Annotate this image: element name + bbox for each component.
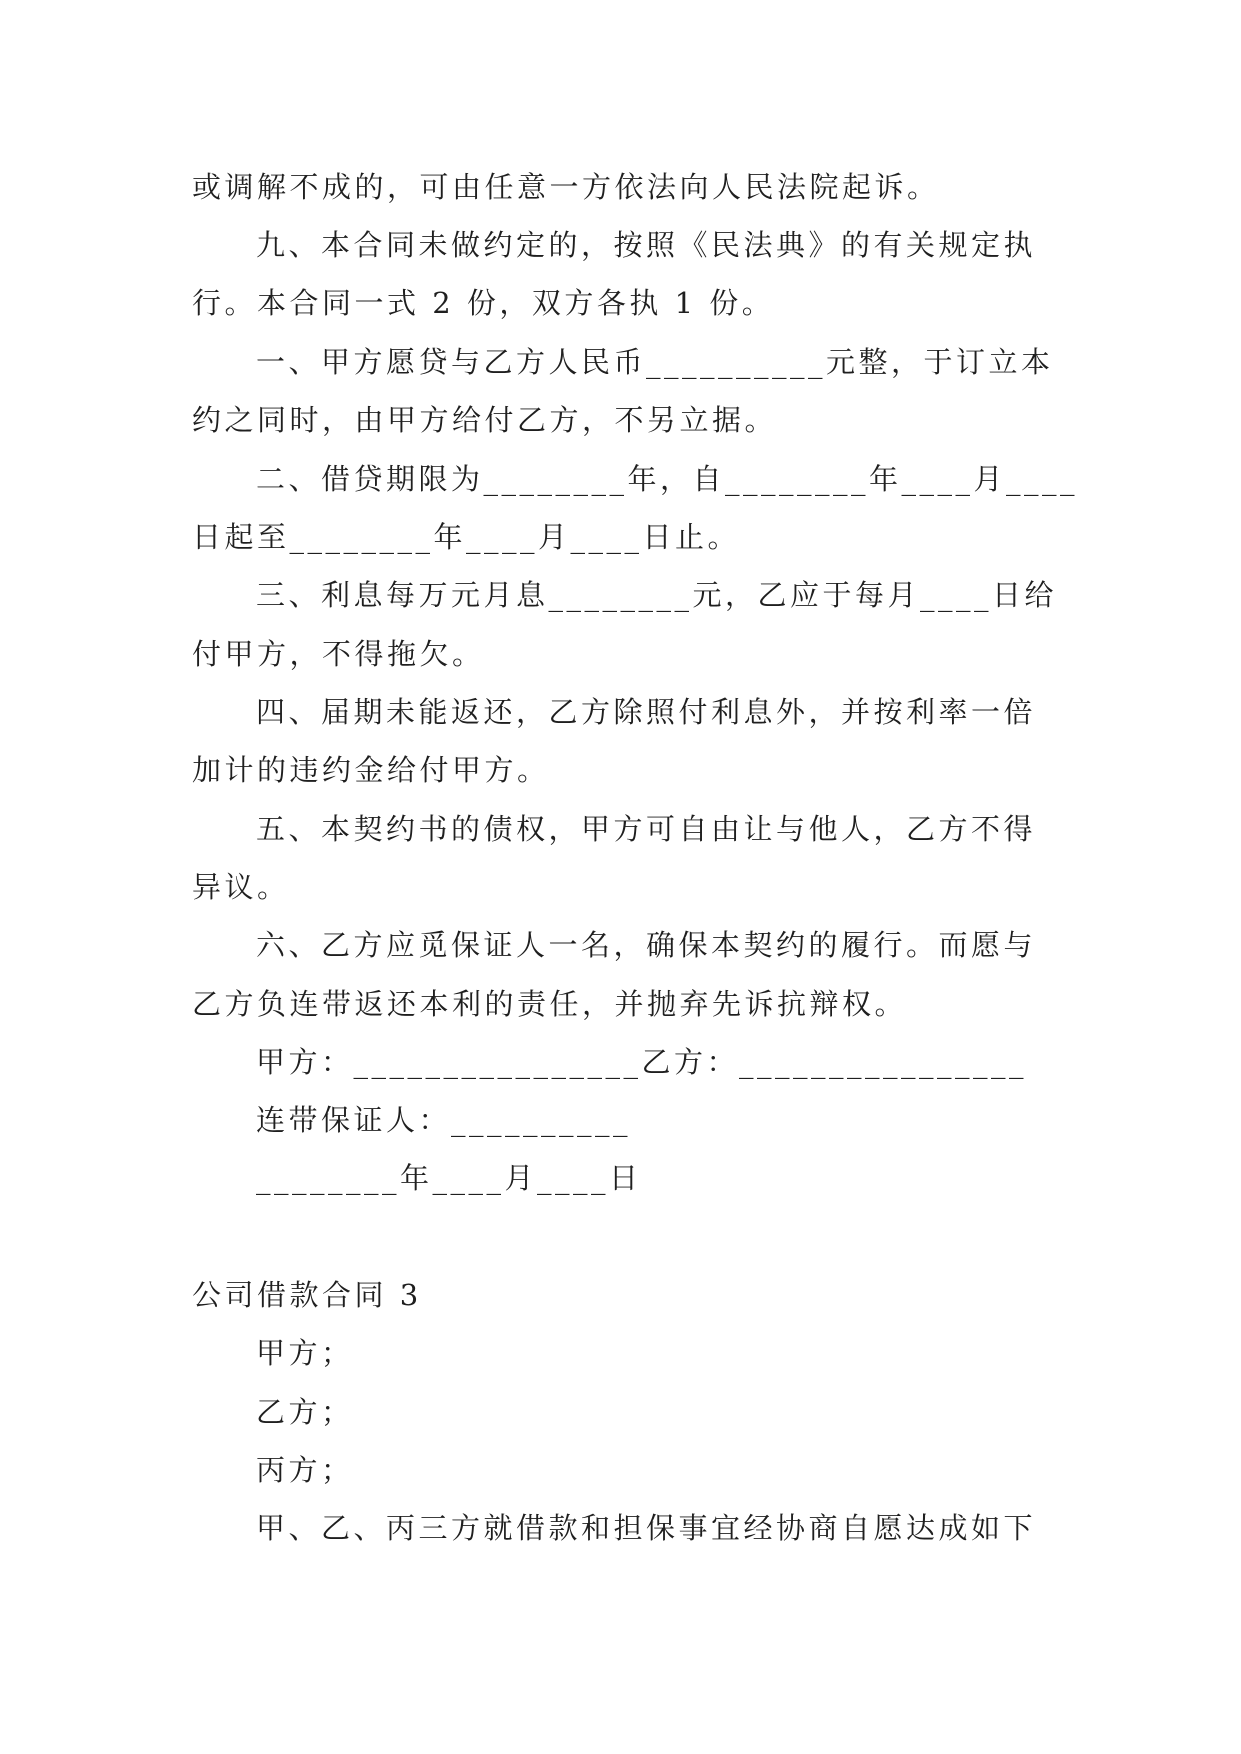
paragraph-line: 异议。: [192, 870, 290, 904]
paragraph-line: 乙方负连带返还本利的责任，并抛弃先诉抗辩权。: [192, 987, 908, 1021]
paragraph-line: 九、本合同未做约定的，按照《民法典》的有关规定执: [256, 228, 1037, 262]
paragraph-line: 或调解不成的，可由任意一方依法向人民法院起诉。: [192, 170, 940, 204]
paragraph-line: 二、借贷期限为________年，自________年____月____: [256, 462, 1079, 496]
party-line: 乙方；: [256, 1395, 354, 1429]
paragraph-line: 行。本合同一式 2 份，双方各执 1 份。: [192, 286, 775, 320]
paragraph-line: 甲、乙、丙三方就借款和担保事宜经协商自愿达成如下: [256, 1511, 1037, 1545]
signature-line: 甲方：________________乙方：________________: [256, 1045, 1028, 1079]
party-line: 丙方；: [256, 1453, 354, 1487]
guarantor-line: 连带保证人：__________: [256, 1103, 632, 1137]
paragraph-line: 付甲方，不得拖欠。: [192, 637, 485, 671]
paragraph-line: 三、利息每万元月息________元，乙应于每月____日给: [256, 578, 1058, 612]
section-title: 公司借款合同 3: [192, 1278, 422, 1312]
paragraph-line: 加计的违约金给付甲方。: [192, 753, 550, 787]
date-line: ________年____月____日: [256, 1161, 642, 1195]
paragraph-line: 约之同时，由甲方给付乙方，不另立据。: [192, 403, 778, 437]
paragraph-line: 五、本契约书的债权，甲方可自由让与他人，乙方不得: [256, 812, 1037, 846]
party-line: 甲方；: [256, 1336, 354, 1370]
paragraph-line: 六、乙方应觅保证人一名，确保本契约的履行。而愿与: [256, 928, 1037, 962]
paragraph-line: 四、届期未能返还，乙方除照付利息外，并按利率一倍: [256, 695, 1037, 729]
paragraph-line: 日起至________年____月____日止。: [192, 520, 741, 554]
paragraph-line: 一、甲方愿贷与乙方人民币__________元整，于订立本: [256, 345, 1054, 379]
